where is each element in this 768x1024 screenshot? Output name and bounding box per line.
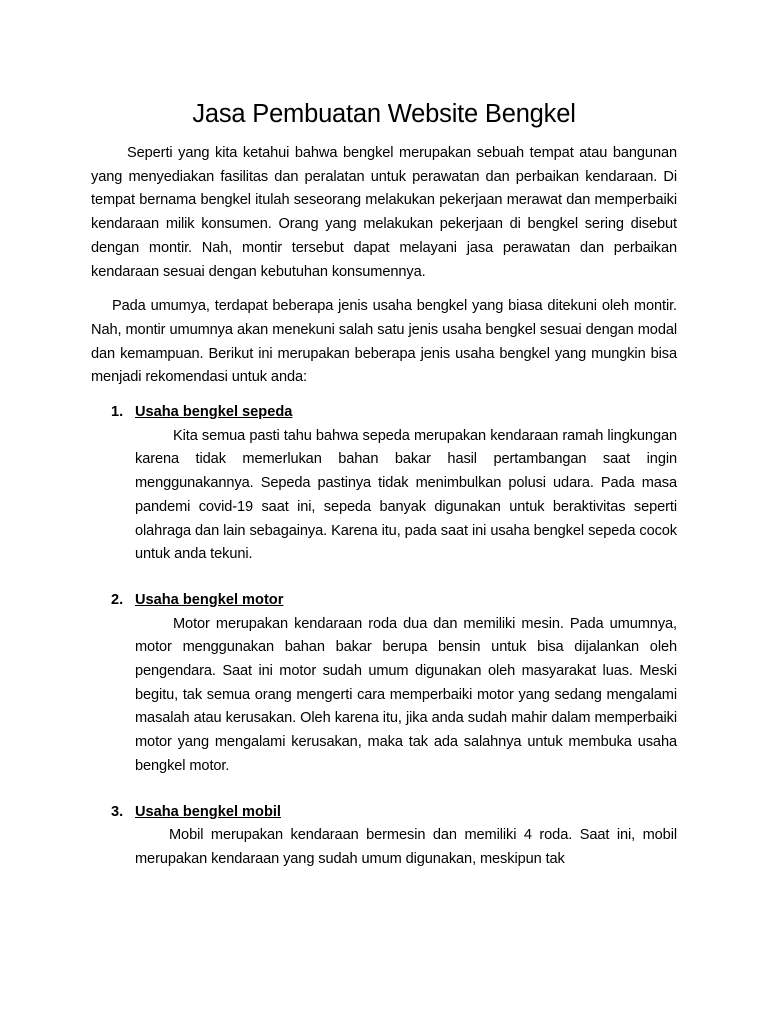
list-item-heading: Usaha bengkel mobil: [135, 803, 281, 820]
list-item-heading: Usaha bengkel sepeda: [135, 404, 293, 421]
document-content: [91, 96, 677, 872]
document-title: Jasa Pembuatan Website Bengkel: [192, 100, 576, 128]
types-intro-paragraph: Pada umumya, terdapat beberapa jenis usaha bengkel yang biasa ditekuni oleh montir. Nah, montir umumnya akan menekuni salah satu jenis usaha bengkel sesuai dengan modal dan kemampuan. Berikut ini merupakan beberapa jenis usaha bengkel yang mungkin bisa menjadi rekomendasi untuk anda:: [91, 298, 677, 386]
list-item-body: Motor merupakan kendaraan roda dua dan memiliki mesin. Pada umumnya, motor menggunakan bahan bakar berupa bensin untuk bisa dijalankan oleh pengendara. Saat ini motor sudah umum digunakan oleh masyarakat luas. Meski begitu, tak semua orang mengerti cara memperbaiki motor yang sedang mengalami masalah atau kerusakan. Oleh karena itu, jika anda sudah mahir dalam memperbaiki motor yang mengalami kerusakan, maka tak ada salahnya untuk membuka usaha bengkel motor.: [135, 615, 677, 774]
list-item-number: 1.: [111, 404, 124, 421]
list-item-heading: Usaha bengkel motor: [135, 591, 284, 608]
list-item-number: 2.: [111, 591, 124, 608]
list-item-bicycle-workshop: [91, 401, 677, 567]
list-item-car-workshop: [91, 801, 677, 872]
list-item-body: Mobil merupakan kendaraan bermesin dan memiliki 4 roda. Saat ini, mobil merupakan kendaraan yang sudah umum digunakan, meskipun tak: [135, 827, 677, 867]
list-item-body: Kita semua pasti tahu bahwa sepeda merupakan kendaraan ramah lingkungan karena tidak memerlukan bahan bakar hasil pertambangan saat ingin menggunakannya. Sepeda pastinya tidak menimbulkan polusi udara. Pada masa pandemi covid-19 saat ini, sepeda banyak digunakan untuk beraktivitas seperti olahraga dan lain sebagainya. Karena itu, pada saat ini usaha bengkel sepeda cocok untuk anda tekuni.: [135, 427, 677, 563]
list-item-motorcycle-workshop: [91, 589, 677, 779]
list-item-number: 3.: [111, 803, 124, 820]
workshop-type-list: [91, 401, 677, 872]
intro-paragraph: Seperti yang kita ketahui bahwa bengkel merupakan sebuah tempat atau bangunan yang menyediakan fasilitas dan peralatan untuk perawatan dan perbaikan kendaraan. Di tempat bernama bengkel itulah seseorang melakukan pekerjaan merawat dan memperbaiki kendaraan milik konsumen. Orang yang melakukan pekerjaan di bengkel sering disebut dengan montir. Nah, montir tersebut dapat melayani jasa perawatan dan perbaikan kendaraan sesuai dengan kebutuhan konsumennya.: [91, 145, 677, 280]
